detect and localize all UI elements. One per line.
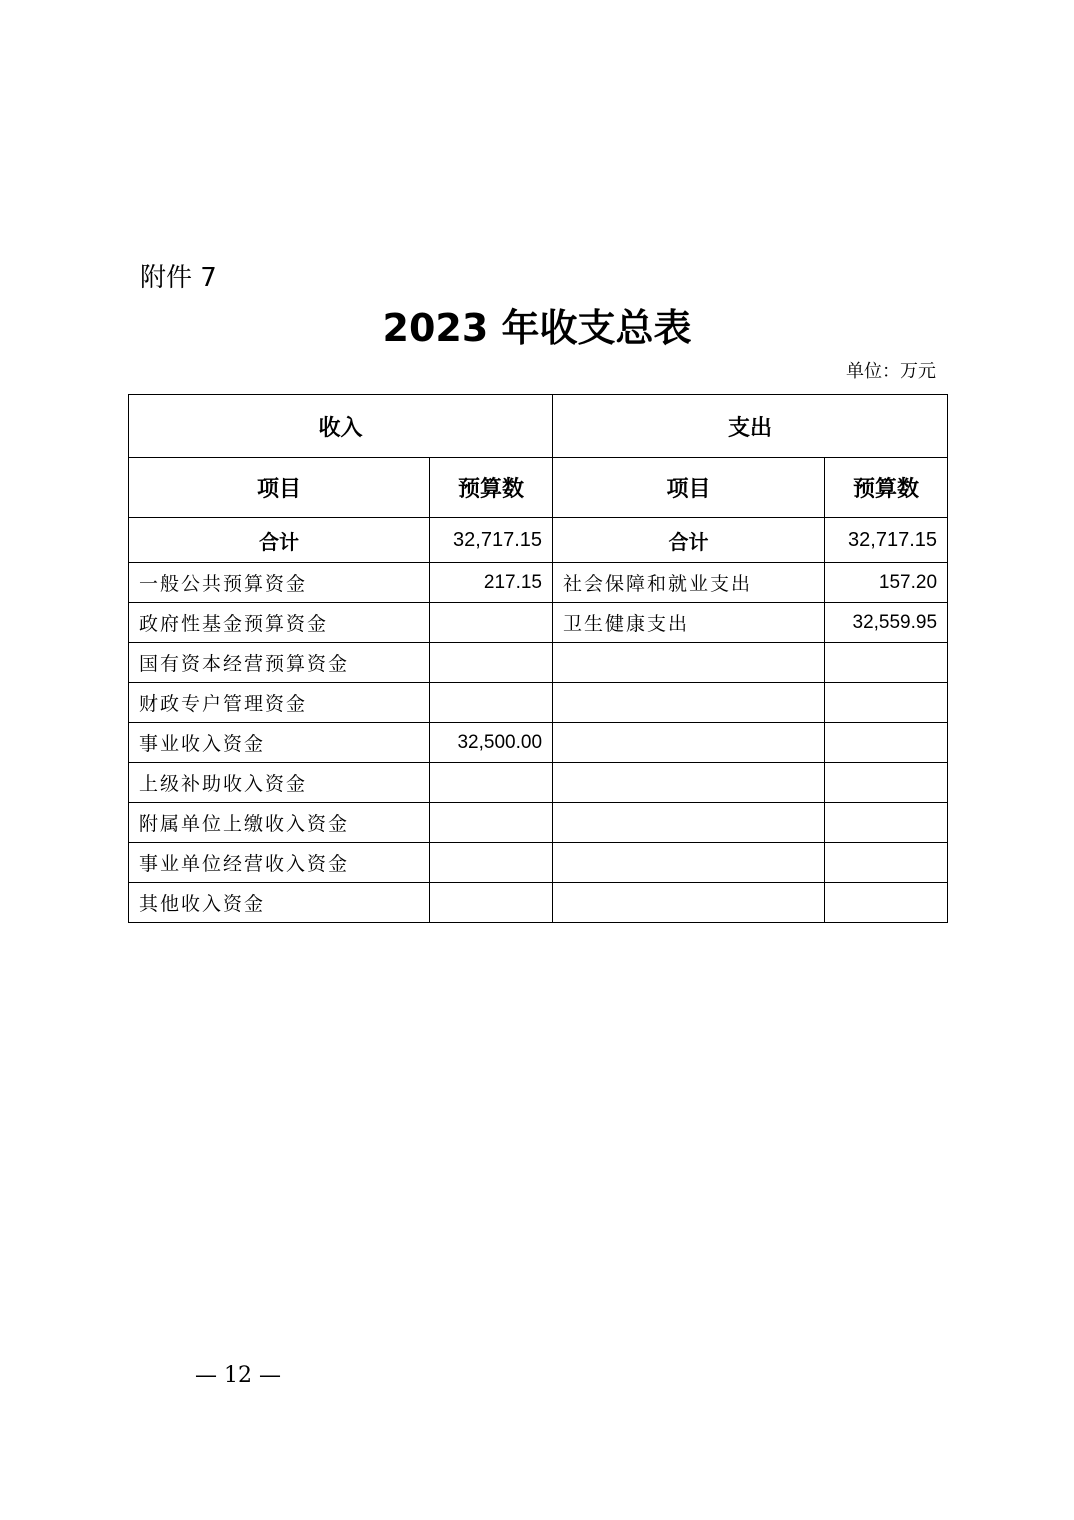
expense-budget-header: 预算数	[825, 458, 948, 518]
total-row	[129, 518, 948, 563]
income-item: 财政专户管理资金	[129, 683, 430, 723]
expense-item	[553, 643, 825, 683]
table-row	[129, 683, 948, 723]
income-item: 事业单位经营收入资金	[129, 843, 430, 883]
income-item: 事业收入资金	[129, 723, 430, 763]
expense-item: 社会保障和就业支出	[553, 563, 825, 603]
income-value	[430, 763, 553, 803]
expense-total-value: 32,717.15	[825, 518, 948, 563]
income-value	[430, 883, 553, 923]
expense-item	[553, 883, 825, 923]
expense-item	[553, 763, 825, 803]
expense-value: 32,559.95	[825, 603, 948, 643]
table-row	[129, 763, 948, 803]
income-item: 其他收入资金	[129, 883, 430, 923]
table-row	[129, 643, 948, 683]
income-value	[430, 643, 553, 683]
expense-header: 支出	[553, 395, 948, 458]
expense-item	[553, 803, 825, 843]
income-total-label: 合计	[129, 518, 430, 563]
income-item: 上级补助收入资金	[129, 763, 430, 803]
page-number: — 12 —	[195, 1363, 281, 1388]
table-row	[129, 563, 948, 603]
expense-value	[825, 683, 948, 723]
unit-label: 单位：万元	[846, 361, 936, 382]
income-item: 一般公共预算资金	[129, 563, 430, 603]
expense-item: 卫生健康支出	[553, 603, 825, 643]
expense-item-header: 项目	[553, 458, 825, 518]
income-value	[430, 603, 553, 643]
attachment-label: 附件 7	[140, 263, 217, 293]
expense-item	[553, 683, 825, 723]
income-item: 政府性基金预算资金	[129, 603, 430, 643]
expense-value	[825, 643, 948, 683]
income-item-header: 项目	[129, 458, 430, 518]
expense-value	[825, 803, 948, 843]
expense-item	[553, 843, 825, 883]
budget-table	[128, 394, 948, 923]
income-value: 217.15	[430, 563, 553, 603]
income-item: 附属单位上缴收入资金	[129, 803, 430, 843]
page-title: 2023 年收支总表	[382, 306, 692, 350]
income-header: 收入	[129, 395, 553, 458]
table-row	[129, 883, 948, 923]
expense-value	[825, 843, 948, 883]
table-row	[129, 603, 948, 643]
income-item: 国有资本经营预算资金	[129, 643, 430, 683]
expense-item	[553, 723, 825, 763]
expense-value	[825, 763, 948, 803]
income-budget-header: 预算数	[430, 458, 553, 518]
income-value	[430, 843, 553, 883]
expense-value: 157.20	[825, 563, 948, 603]
expense-value	[825, 723, 948, 763]
table-row	[129, 843, 948, 883]
section-header-row	[129, 395, 948, 458]
expense-value	[825, 883, 948, 923]
column-header-row	[129, 458, 948, 518]
table-row	[129, 803, 948, 843]
expense-total-label: 合计	[553, 518, 825, 563]
income-value	[430, 683, 553, 723]
income-value	[430, 803, 553, 843]
income-value: 32,500.00	[430, 723, 553, 763]
income-total-value: 32,717.15	[430, 518, 553, 563]
table-row	[129, 723, 948, 763]
